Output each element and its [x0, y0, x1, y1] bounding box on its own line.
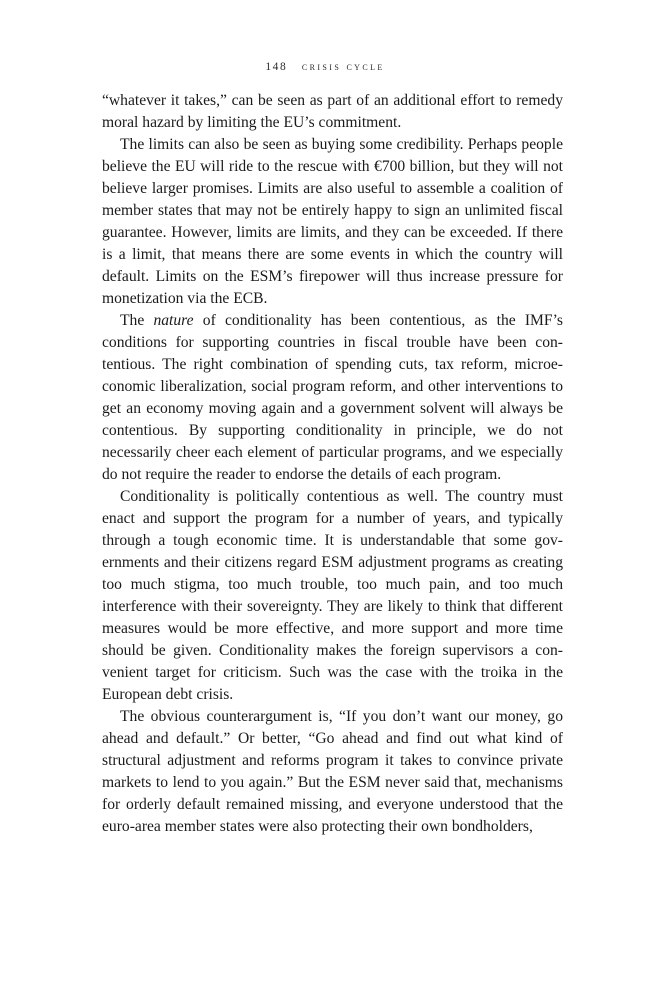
running-head: [0, 61, 650, 73]
paragraph-3-rest: of conditionality has been contentious, as the IMF’s conditions for supporting countries in fiscal trouble have been contentious. The right combination of spending cuts, tax reform, microeconomic liberalization, social program reform, and other interventions to get an economy moving again and a government solvent will always be contentious. By supporting conditionality in principle, we do not necessarily cheer each element of particular programs, and we especially do not require the reader to endorse the details of each program.: [102, 312, 563, 483]
paragraph-4: Conditionality is politically contentious as well. The country must enact and support the program for a number of years, and typically through a tough economic time. It is understandable that some governments and their citizens regard ESM adjustment programs as creating too much stigma, too much trouble, too much pain, and too much interference with their sovereignty. They are likely to think that different measures would be more effective, and more support and more time should be given. Conditionality makes the foreign supervisors a convenient target for criticism. Such was the case with the troika in the European debt crisis.: [102, 488, 563, 703]
paragraph-3: [102, 310, 563, 486]
section-title: crisis cycle: [301, 61, 385, 73]
page-number: 148: [265, 61, 288, 73]
paragraph-1: “whatever it takes,” can be seen as part of an additional effort to remedy moral hazard by limiting the EU’s commitment.: [102, 92, 563, 131]
paragraph-3-emphasis: nature: [153, 312, 194, 329]
paragraph-2: The limits can also be seen as buying some credibility. Perhaps people believe the EU will ride to the rescue with €700 billion, but they will not believe larger promises. Limits are also useful to assemble a coalition of member states that may not be entirely happy to sign an unlimited fiscal guarantee. However, limits are limits, and they can be exceeded. If there is a limit, that means there are some events in which the country will default. Limits on the ESM’s firepower will thus increase pressure for monetization via the ECB.: [102, 136, 563, 307]
paragraph-3-lead: The: [120, 312, 154, 329]
paragraph-5: The obvious counterargument is, “If you don’t want our money, go ahead and default.” Or better, “Go ahead and find out what kind of structural adjustment and reforms program it takes to convince private markets to lend to you again.” But the ESM never said that, mechanisms for orderly default remained missing, and everyone understood that the euro-area member states were also protecting their own bondholders,: [102, 708, 563, 835]
body-text: [102, 90, 563, 838]
